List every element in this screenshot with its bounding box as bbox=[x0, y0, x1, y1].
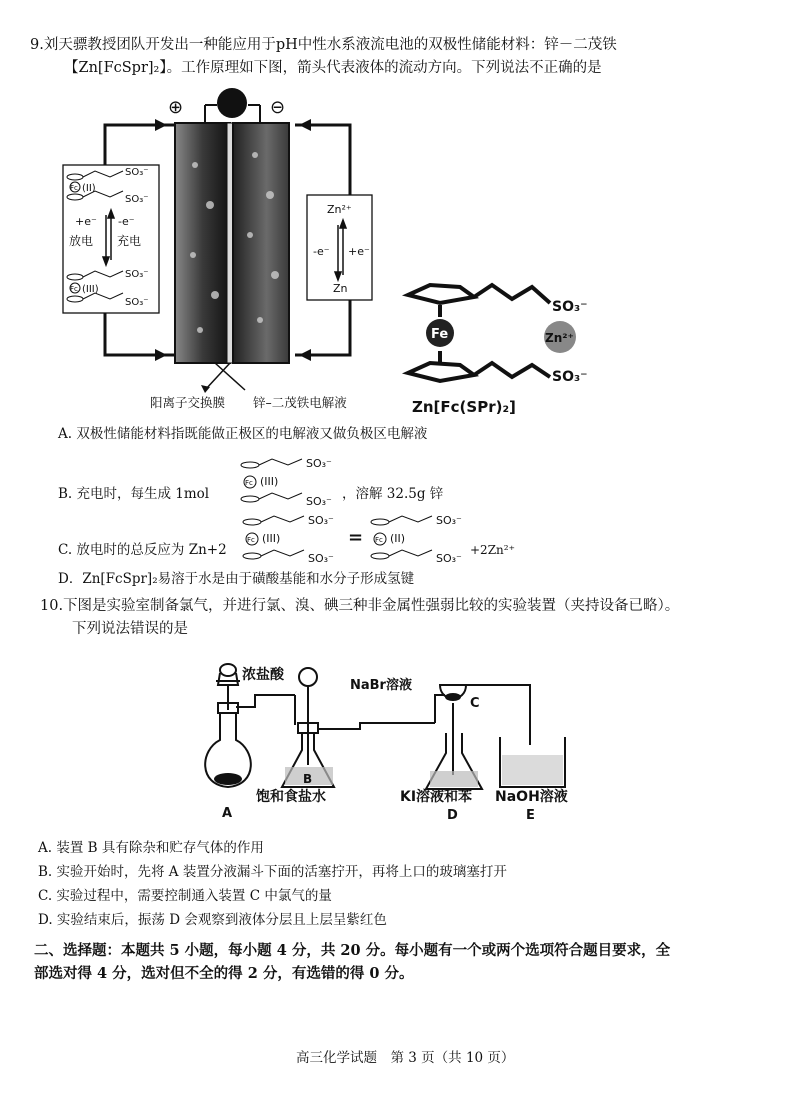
left-charge: 充电 bbox=[117, 234, 142, 248]
q9-number: 9. bbox=[30, 37, 44, 53]
positive-chamber bbox=[175, 123, 230, 363]
label-ki: KI溶液和苯 bbox=[400, 789, 473, 805]
left-so3-1: SO₃⁻ bbox=[125, 167, 149, 178]
left-so3-4: SO₃⁻ bbox=[125, 297, 149, 308]
negative-chamber bbox=[233, 123, 289, 363]
label-conc-hcl: 浓盐酸 bbox=[242, 667, 284, 683]
left-so3-2: SO₃⁻ bbox=[125, 194, 149, 205]
c-fc-2: Fc bbox=[375, 536, 383, 544]
c-so3-3: SO₃⁻ bbox=[436, 514, 462, 527]
b-fc3: (III) bbox=[260, 475, 279, 488]
q9-option-c-suffix: +2Zn²⁺ bbox=[470, 543, 515, 557]
left-fc2: (II) bbox=[82, 183, 96, 194]
b-so3-1: SO₃⁻ bbox=[306, 457, 332, 470]
c-so3-4: SO₃⁻ bbox=[436, 552, 462, 565]
q9-option-c-prefix: C. 放电时的总反应为 Zn+2 bbox=[58, 542, 227, 558]
q10-option-a: A. 装置 B 具有除杂和贮存气体的作用 bbox=[38, 840, 264, 856]
so3-bottom: SO₃⁻ bbox=[552, 369, 588, 385]
plus-sign: ⊕ bbox=[168, 97, 184, 118]
fc2-molecule-c bbox=[368, 512, 468, 568]
right-zn2: Zn²⁺ bbox=[327, 203, 352, 216]
label-d: D bbox=[447, 808, 458, 823]
q9-option-b-prefix: B. 充电时，每生成 1mol bbox=[58, 486, 210, 502]
left-discharge: 放电 bbox=[69, 234, 94, 248]
zn-ion-label: Zn²⁺ bbox=[545, 331, 574, 345]
q9-option-b-suffix: ，溶解 32.5g 锌 bbox=[342, 486, 444, 502]
q9-stem-text-1: 刘天骠教授团队开发出一种能应用于pH中性水系液流电池的双极性储能材料：锌－二茂铁 bbox=[43, 37, 617, 53]
q10-stem-line1 bbox=[40, 595, 679, 617]
q9-option-a: A. 双极性储能材料指既能做正极区的电解液又做负极区电解液 bbox=[58, 426, 428, 442]
struct-formula: Zn[Fc(SPr)₂] bbox=[412, 398, 516, 416]
label-naoh: NaOH溶液 bbox=[495, 789, 568, 805]
label-e: E bbox=[526, 808, 535, 823]
q9-option-d: D．Zn[FcSpr]₂易溶于水是由于磺酸基能和水分子形成氢键 bbox=[58, 571, 415, 587]
c-so3-1: SO₃⁻ bbox=[308, 514, 334, 527]
right-e-minus: -e⁻ bbox=[313, 245, 330, 258]
q9-stem-line2: 【Zn[FcSpr]₂】。工作原理如下图，箭头代表液体的流动方向。下列说法不正确的是 bbox=[64, 60, 602, 76]
label-sat-nacl: 饱和食盐水 bbox=[256, 789, 326, 805]
zn-fc-structure bbox=[400, 275, 590, 420]
left-so3-3: SO₃⁻ bbox=[125, 269, 149, 280]
so3-top: SO₃⁻ bbox=[552, 299, 588, 315]
left-e-minus: -e⁻ bbox=[118, 215, 135, 228]
right-e-plus: +e⁻ bbox=[348, 245, 370, 258]
c-fc2: (II) bbox=[390, 532, 406, 545]
minus-sign: ⊖ bbox=[270, 97, 286, 118]
left-fc-label-2: Fc bbox=[70, 285, 78, 293]
b-fc: Fc bbox=[245, 479, 253, 487]
q9-option-c-equals: = bbox=[348, 527, 364, 548]
c-so3-2: SO₃⁻ bbox=[308, 552, 334, 565]
section2-line1: 二、选择题：本题共 5 小题，每小题 4 分，共 20 分。每小题有一个或两个选项符合题目要求，全 bbox=[34, 942, 671, 959]
q9-stem-line1 bbox=[30, 34, 617, 56]
label-electrolyte: 锌–二茂铁电解液 bbox=[253, 395, 347, 410]
fc3-molecule-c bbox=[240, 512, 350, 568]
section2-line2: 部选对得 4 分，选对但不全的得 2 分，有选错的得 0 分。 bbox=[34, 965, 414, 982]
left-fc-label-1: Fc bbox=[70, 184, 78, 192]
q10-stem-line2: 下列说法错误的是 bbox=[72, 621, 188, 637]
load-icon bbox=[217, 88, 247, 118]
left-e-plus: +e⁻ bbox=[75, 215, 97, 228]
apparatus-diagram bbox=[200, 655, 600, 835]
fc3-molecule-b bbox=[238, 455, 348, 511]
label-membrane: 阳离子交换膜 bbox=[150, 395, 226, 410]
c-fc3: (III) bbox=[262, 532, 281, 545]
left-fc3: (III) bbox=[82, 284, 99, 295]
c-fc-1: Fc bbox=[247, 536, 255, 544]
q10-option-d: D. 实验结束后，振荡 D 会观察到液体分层且上层呈紫红色 bbox=[38, 912, 387, 928]
label-b: B bbox=[303, 772, 313, 786]
right-zn: Zn bbox=[333, 282, 348, 295]
q10-option-c: C. 实验过程中，需要控制通入装置 C 中氯气的量 bbox=[38, 888, 332, 904]
fe-label: Fe bbox=[431, 327, 449, 342]
label-c: C bbox=[470, 696, 480, 711]
flow-battery-diagram bbox=[55, 85, 385, 420]
b-so3-2: SO₃⁻ bbox=[306, 495, 332, 508]
q10-stem-text-1: 下图是实验室制备氯气，并进行氯、溴、碘三种非金属性强弱比较的实验装置（夹持设备已略）。 bbox=[63, 598, 680, 614]
label-nabr: NaBr溶液 bbox=[350, 678, 412, 693]
q10-number: 10. bbox=[40, 598, 64, 614]
page-footer: 高三化学试题 第 3 页（共 10 页） bbox=[296, 1050, 515, 1066]
q10-option-b: B. 实验开始时，先将 A 装置分液漏斗下面的活塞拧开，再将上口的玻璃塞打开 bbox=[38, 864, 507, 880]
label-a: A bbox=[222, 806, 233, 821]
